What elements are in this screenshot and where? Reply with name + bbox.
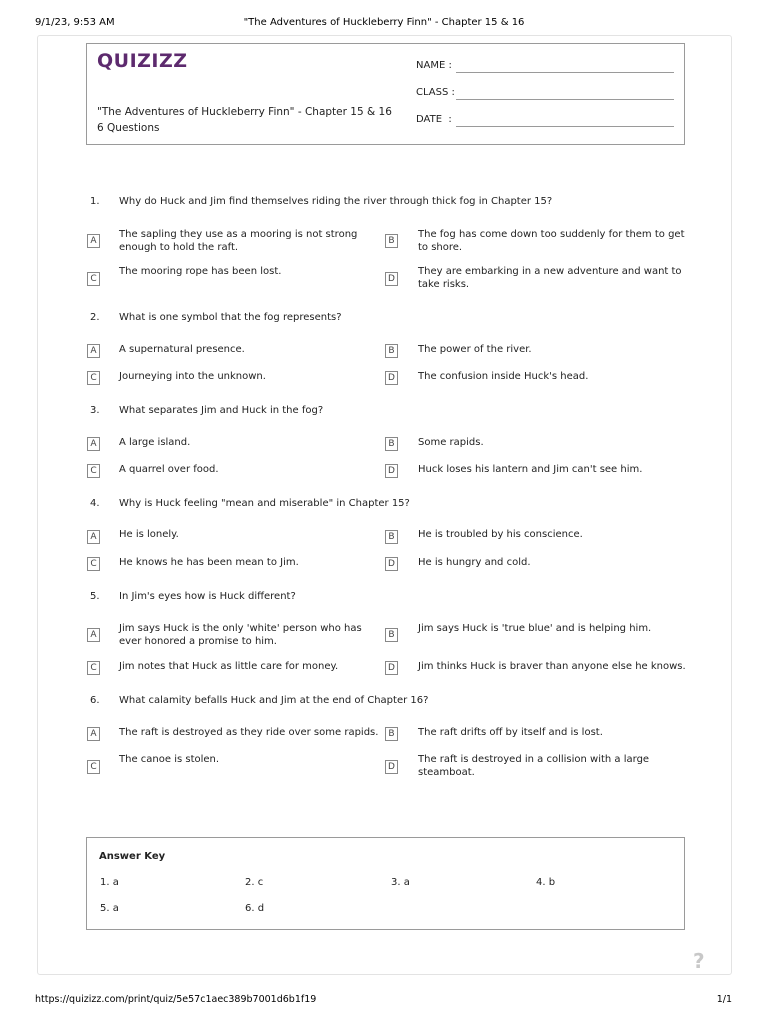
option-d-text: The raft is destroyed in a collision with a large steamboat. bbox=[418, 754, 650, 778]
option-b-text: He is troubled by his conscience. bbox=[418, 529, 583, 540]
print-url: https://quizizz.com/print/quiz/5e57c1aec389b7001d6b1f19 bbox=[35, 994, 317, 1005]
answer-key-item: 2. c bbox=[245, 877, 264, 888]
option-d-text: The confusion inside Huck's head. bbox=[418, 371, 589, 382]
question-text: What separates Jim and Huck in the fog? bbox=[119, 405, 324, 416]
option-c-text: The mooring rope has been lost. bbox=[119, 266, 282, 277]
question-text: In Jim's eyes how is Huck different? bbox=[119, 591, 296, 602]
option-b-text: The fog has come down too suddenly for them to get to shore. bbox=[418, 229, 685, 253]
option-d-box: D bbox=[385, 464, 398, 478]
option-c-text: A quarrel over food. bbox=[119, 464, 219, 475]
question-mark-icon[interactable]: ? bbox=[693, 949, 705, 973]
option-d-box: D bbox=[385, 272, 398, 286]
question-number: 5. bbox=[90, 591, 100, 602]
option-a-box: A bbox=[87, 530, 100, 544]
quiz-title: "The Adventures of Huckleberry Finn" - Chapter 15 & 16 bbox=[97, 106, 392, 118]
option-b-box: B bbox=[385, 628, 398, 642]
option-a-text: A large island. bbox=[119, 437, 191, 448]
option-b-text: The power of the river. bbox=[418, 344, 532, 355]
option-a-box: A bbox=[87, 344, 100, 358]
option-c-box: C bbox=[87, 464, 100, 478]
option-d-text: Jim thinks Huck is braver than anyone else he knows. bbox=[418, 661, 686, 672]
option-d-text: They are embarking in a new adventure and want to take risks. bbox=[418, 266, 682, 290]
option-a-box: A bbox=[87, 234, 100, 248]
answer-key-item: 6. d bbox=[245, 903, 265, 914]
print-datetime: 9/1/23, 9:53 AM bbox=[35, 17, 115, 28]
question-number: 3. bbox=[90, 405, 100, 416]
option-b-box: B bbox=[385, 530, 398, 544]
option-a-text: He is lonely. bbox=[119, 529, 179, 540]
question-count: 6 Questions bbox=[97, 122, 160, 134]
answer-key-box bbox=[86, 837, 685, 930]
date-label: DATE : bbox=[416, 114, 452, 125]
question-text: What calamity befalls Huck and Jim at the end of Chapter 16? bbox=[119, 695, 429, 706]
question-number: 2. bbox=[90, 312, 100, 323]
option-c-box: C bbox=[87, 371, 100, 385]
option-d-box: D bbox=[385, 371, 398, 385]
option-c-box: C bbox=[87, 760, 100, 774]
question-text: What is one symbol that the fog represents? bbox=[119, 312, 342, 323]
question-text: Why is Huck feeling "mean and miserable" in Chapter 15? bbox=[119, 498, 410, 509]
question-number: 1. bbox=[90, 196, 100, 207]
option-c-text: He knows he has been mean to Jim. bbox=[119, 557, 299, 568]
option-b-box: B bbox=[385, 437, 398, 451]
answer-key-item: 3. a bbox=[391, 877, 410, 888]
option-b-text: Jim says Huck is 'true blue' and is helping him. bbox=[418, 623, 652, 634]
option-b-box: B bbox=[385, 344, 398, 358]
option-a-box: A bbox=[87, 727, 100, 741]
answer-key-item: 1. a bbox=[100, 877, 119, 888]
print-page-title: "The Adventures of Huckleberry Finn" - Chapter 15 & 16 bbox=[243, 17, 525, 28]
option-b-box: B bbox=[385, 234, 398, 248]
option-b-box: B bbox=[385, 727, 398, 741]
option-c-box: C bbox=[87, 557, 100, 571]
class-line bbox=[456, 99, 674, 100]
option-a-text: Jim says Huck is the only 'white' person who has ever honored a promise to him. bbox=[119, 623, 362, 647]
option-c-box: C bbox=[87, 661, 100, 675]
option-a-box: A bbox=[87, 437, 100, 451]
answer-key-title: Answer Key bbox=[99, 851, 166, 862]
name-label: NAME : bbox=[416, 60, 452, 71]
answer-key-item: 4. b bbox=[536, 877, 556, 888]
option-c-text: The canoe is stolen. bbox=[119, 754, 220, 765]
option-b-text: Some rapids. bbox=[418, 437, 484, 448]
option-b-text: The raft drifts off by itself and is lost. bbox=[418, 727, 603, 738]
name-line bbox=[456, 72, 674, 73]
option-c-text: Journeying into the unknown. bbox=[119, 371, 266, 382]
answer-key-item: 5. a bbox=[100, 903, 119, 914]
option-a-text: A supernatural presence. bbox=[119, 344, 245, 355]
question-number: 4. bbox=[90, 498, 100, 509]
question-number: 6. bbox=[90, 695, 100, 706]
quizizz-logo: QUIZIZZ bbox=[97, 50, 188, 72]
option-a-text: The sapling they use as a mooring is not strong enough to hold the raft. bbox=[119, 229, 358, 253]
option-d-text: Huck loses his lantern and Jim can't see him. bbox=[418, 464, 643, 475]
option-d-box: D bbox=[385, 661, 398, 675]
class-label: CLASS : bbox=[416, 87, 455, 98]
option-a-box: A bbox=[87, 628, 100, 642]
question-text: Why do Huck and Jim find themselves riding the river through thick fog in Chapter 15? bbox=[119, 196, 553, 207]
option-a-text: The raft is destroyed as they ride over some rapids. bbox=[119, 727, 379, 738]
print-page-number: 1/1 bbox=[716, 994, 732, 1005]
option-d-text: He is hungry and cold. bbox=[418, 557, 531, 568]
option-d-box: D bbox=[385, 557, 398, 571]
option-c-box: C bbox=[87, 272, 100, 286]
option-d-box: D bbox=[385, 760, 398, 774]
date-line bbox=[456, 126, 674, 127]
option-c-text: Jim notes that Huck as little care for money. bbox=[119, 661, 339, 672]
